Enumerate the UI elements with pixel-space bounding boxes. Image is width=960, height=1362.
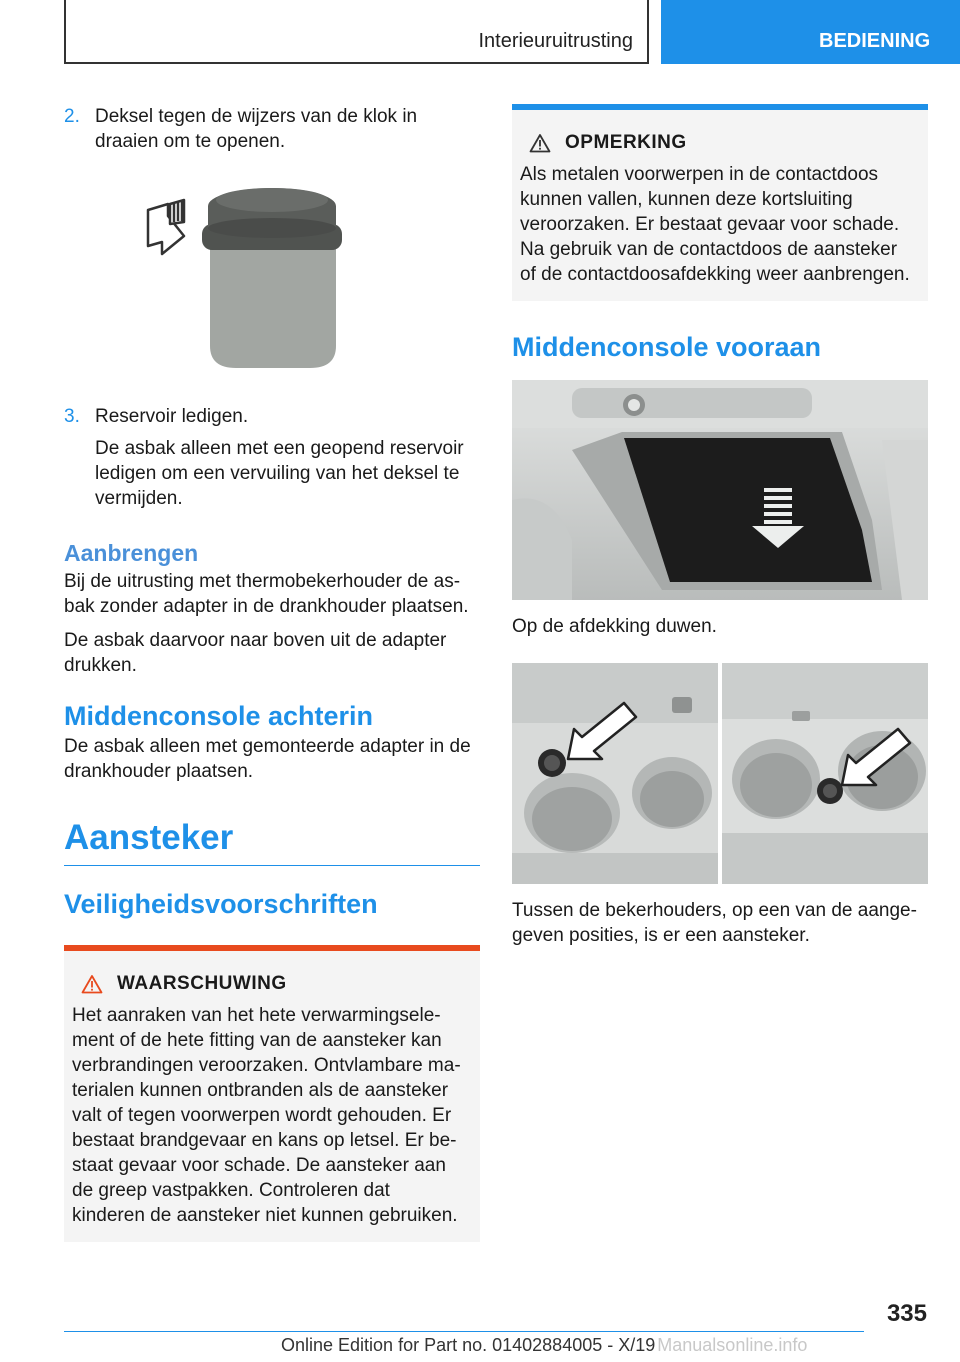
warning-title: WAARSCHUWING bbox=[117, 973, 287, 994]
watermark-text: Manualsonline.info bbox=[657, 1335, 808, 1355]
heading-rule bbox=[64, 865, 480, 866]
caption: Tussen de bekerhouders, op een van de aangegeven posities, is er een aansteker. bbox=[512, 900, 917, 946]
rotate-arrow-icon bbox=[148, 200, 184, 254]
list-item-step-3 bbox=[64, 404, 480, 511]
notice-bar bbox=[512, 104, 928, 110]
edition-text: Online Edition for Part no. 01402884005 - X/19 bbox=[281, 1335, 656, 1355]
warning-bar bbox=[64, 945, 480, 951]
notice-title: OPMERKING bbox=[565, 132, 687, 153]
heading-aansteker: Aansteker bbox=[64, 818, 234, 857]
heading-middenconsole-achterin: Middenconsole achterin bbox=[64, 701, 374, 731]
heading-middenconsole-vooraan: Middenconsole vooraan bbox=[512, 332, 822, 362]
paragraph: De asbak alleen met gemonteerde adapter in de drankhouder plaatsen. bbox=[64, 736, 471, 782]
paragraph: Bij de uitrusting met thermobekerhouder de asbak zonder adapter in de drankhouder plaatsen. bbox=[64, 571, 469, 617]
right-column-mid bbox=[512, 614, 928, 639]
page-number: 335 bbox=[886, 1300, 927, 1327]
heading-veiligheidsvoorschriften: Veiligheidsvoorschriften bbox=[64, 889, 378, 919]
cup-holder-photo-right bbox=[722, 663, 928, 884]
header-chapter-tab bbox=[661, 0, 960, 64]
left-column bbox=[64, 104, 480, 154]
caption: Op de afdekking duwen. bbox=[512, 616, 717, 637]
list-item-step-2 bbox=[64, 104, 480, 154]
left-column-lower bbox=[64, 404, 480, 1242]
warning-text: Het aanraken van het hete verwarmingselement of de hete fitting van de aansteker kan verbrandingen veroorzaken. Ontvlambare materialen kunnen ontbranden als de aansteker valt of tegen voorwerpen wordt gehouden. Er bestaat brandgevaar en kans op letsel. Er bestaat gevaar voor schade. De aansteker aan de greep vastpakken. Controleren dat kinderen de aansteker niet kunnen gebruiken. bbox=[72, 1005, 461, 1226]
right-column-bottom bbox=[512, 898, 928, 948]
warning-box bbox=[64, 945, 480, 1242]
step-text: Reservoir ledigen. bbox=[95, 406, 249, 427]
step-number: 3. bbox=[64, 406, 80, 427]
header-chapter-title: BEDIENING bbox=[819, 30, 931, 52]
step-subtext: De asbak alleen met een geopend reservoir ledigen om een vervuiling van het deksel te vermijden. bbox=[95, 438, 464, 509]
footer-edition bbox=[281, 1335, 807, 1356]
step-text: Deksel tegen de wijzers van de klok in draaien om te openen. bbox=[95, 106, 418, 152]
ashtray-illustration bbox=[140, 186, 350, 370]
notice-text: Als metalen voorwerpen in de contactdoos kunnen vallen, kunnen deze kortsluiting veroorzaken. Er bestaat gevaar voor schade. Na gebruik van de contactdoos de aansteker of de contactdoosafdekking weer aanbrengen. bbox=[520, 164, 910, 285]
step-number: 2. bbox=[64, 106, 80, 127]
footer-rule bbox=[64, 1331, 864, 1332]
header-section-tab bbox=[64, 0, 649, 64]
warning-triangle-icon bbox=[529, 133, 551, 153]
warning-triangle-icon bbox=[81, 974, 103, 994]
paragraph: De asbak daarvoor naar boven uit de adapter drukken. bbox=[64, 630, 447, 676]
right-column bbox=[512, 104, 928, 363]
notice-box bbox=[512, 104, 928, 301]
front-console-photo bbox=[512, 380, 928, 600]
header-section-title: Interieuruitrusting bbox=[478, 30, 633, 52]
heading-aanbrengen: Aanbrengen bbox=[64, 540, 199, 566]
cup-holder-photo-left bbox=[512, 663, 718, 884]
